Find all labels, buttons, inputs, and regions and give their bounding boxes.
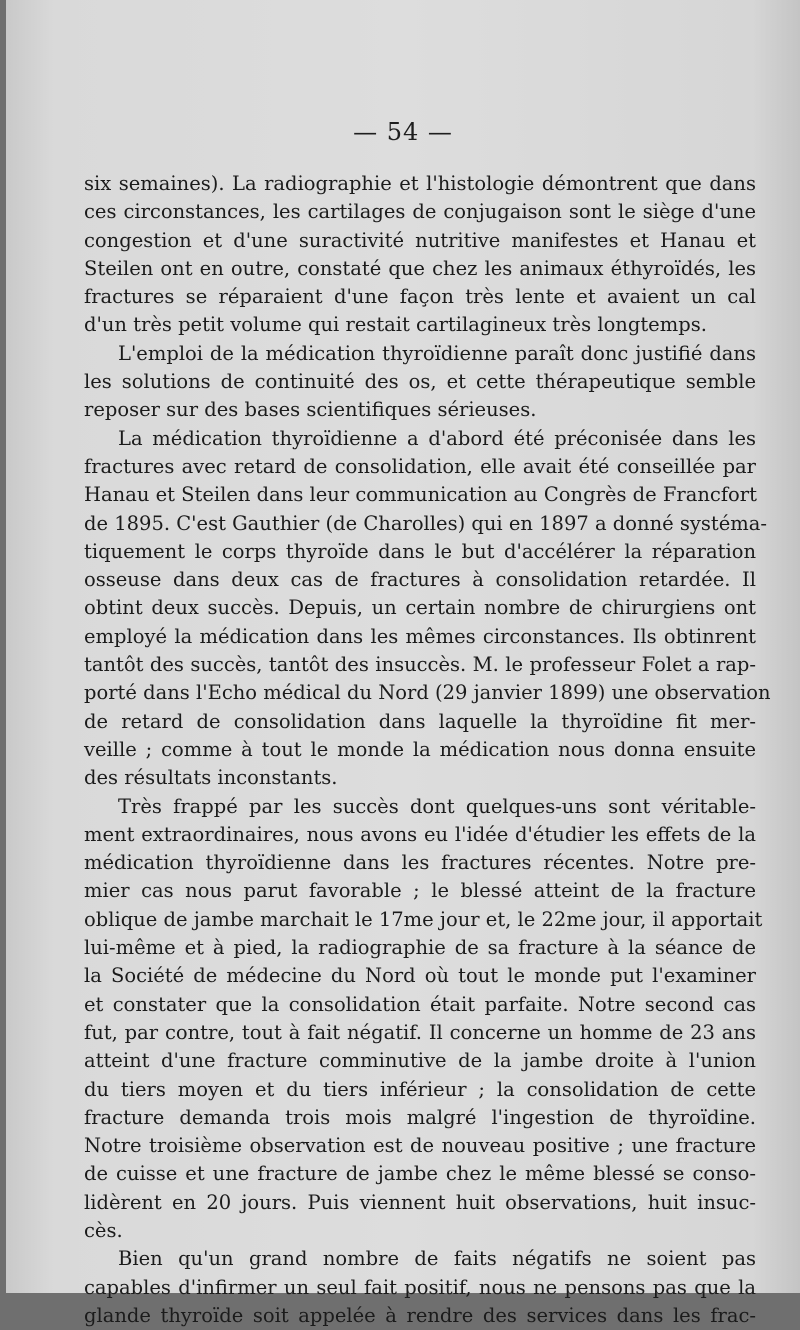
text-line: Très frappé par les succès dont quelques-uns sont véritable- bbox=[118, 794, 756, 818]
text-line: Steilen ont en outre, constaté que chez les animaux éthyroïdés, les bbox=[84, 256, 756, 280]
text-line: fut, par contre, tout à fait négatif. Il concerne un homme de 23 ans bbox=[84, 1020, 756, 1044]
text-line: lidèrent en 20 jours. Puis viennent huit observations, huit insuc- bbox=[84, 1190, 756, 1214]
text-line: obtint deux succès. Depuis, un certain nombre de chirurgiens ont bbox=[84, 596, 756, 620]
text-line: Notre troisième observation est de nouveau positive ; une fracture bbox=[84, 1134, 756, 1158]
text-line: veille ; comme à tout le monde la médication nous donna ensuite bbox=[84, 737, 756, 761]
text-line: ces circonstances, les cartilages de conjugaison sont le siège d'une bbox=[84, 200, 756, 224]
text-line: oblique de jambe marchait le 17me jour et, le 22me jour, il apportait bbox=[84, 907, 763, 931]
text-line: six semaines). La radiographie et l'histologie démontrent que dans bbox=[84, 172, 756, 195]
text-line: les solutions de continuité des os, et cette thérapeutique semble bbox=[84, 370, 756, 394]
text-line: atteint d'une fracture comminutive de la jambe droite à l'union bbox=[84, 1049, 756, 1073]
text-line: d'un très petit volume qui restait cartilagineux très longtemps. bbox=[84, 313, 707, 337]
text-line: Hanau et Steilen dans leur communication au Congrès de Francfort bbox=[84, 483, 757, 507]
text-line: glande thyroïde soit appelée à rendre des services dans les frac- bbox=[84, 1303, 756, 1327]
text-line: osseuse dans deux cas de fractures à consolidation retardée. Il bbox=[84, 568, 756, 592]
text-line: capables d'infirmer un seul fait positif, nous ne pensons pas que la bbox=[84, 1275, 756, 1299]
text-line: médication thyroïdienne dans les fractures récentes. Notre pre- bbox=[84, 851, 756, 875]
text-line: employé la médication dans les mêmes circonstances. Ils obtinrent bbox=[84, 624, 756, 648]
text-line: mier cas nous parut favorable ; le blessé atteint de la fracture bbox=[84, 879, 756, 903]
text-line: congestion et d'une suractivité nutritive manifestes et Hanau et bbox=[84, 228, 756, 252]
text-line: ment extraordinaires, nous avons eu l'idée d'étudier les effets de la bbox=[84, 822, 756, 846]
text-line: du tiers moyen et du tiers inférieur ; la consolidation de cette bbox=[84, 1077, 756, 1101]
book-page bbox=[6, 0, 800, 1327]
text-line: de retard de consolidation dans laquelle la thyroïdine fit mer- bbox=[84, 709, 756, 733]
text-line: la Société de médecine du Nord où tout le monde put l'examiner bbox=[84, 964, 756, 988]
text-line: porté dans l'Echo médical du Nord (29 janvier 1899) une observation bbox=[84, 681, 771, 705]
text-line: lui-même et à pied, la radiographie de sa fracture à la séance de bbox=[84, 936, 756, 960]
text-line: Bien qu'un grand nombre de faits négatifs ne soient pas bbox=[118, 1247, 756, 1271]
text-line: tantôt des succès, tantôt des insuccès. M. le professeur Folet a rap- bbox=[84, 653, 756, 677]
text-line: fracture demanda trois mois malgré l'ingestion de thyroïdine. bbox=[84, 1105, 756, 1129]
text-line: L'emploi de la médication thyroïdienne paraît donc justifié dans bbox=[118, 341, 756, 365]
text-line: reposer sur des bases scientifiques sérieuses. bbox=[84, 398, 537, 422]
text-line: tiquement le corps thyroïde dans le but d'accélérer la réparation bbox=[84, 539, 756, 563]
text-line: des résultats inconstants. bbox=[84, 766, 338, 790]
text-line: fractures avec retard de consolidation, elle avait été conseillée par bbox=[84, 454, 756, 478]
text-line: et constater que la consolidation était parfaite. Notre second cas bbox=[84, 992, 756, 1016]
body-text bbox=[84, 170, 771, 1330]
text-line: cès. bbox=[84, 1218, 123, 1242]
text-line: La médication thyroïdienne a d'abord été préconisée dans les bbox=[118, 426, 756, 450]
text-line: de cuisse et une fracture de jambe chez le même blessé se conso- bbox=[84, 1162, 756, 1186]
text-line: fractures se réparaient d'une façon très lente et avaient un cal bbox=[84, 285, 756, 309]
page-number: — 54 — bbox=[353, 118, 453, 146]
text-line: de 1895. C'est Gauthier (de Charolles) qui en 1897 a donné systéma- bbox=[84, 511, 767, 535]
